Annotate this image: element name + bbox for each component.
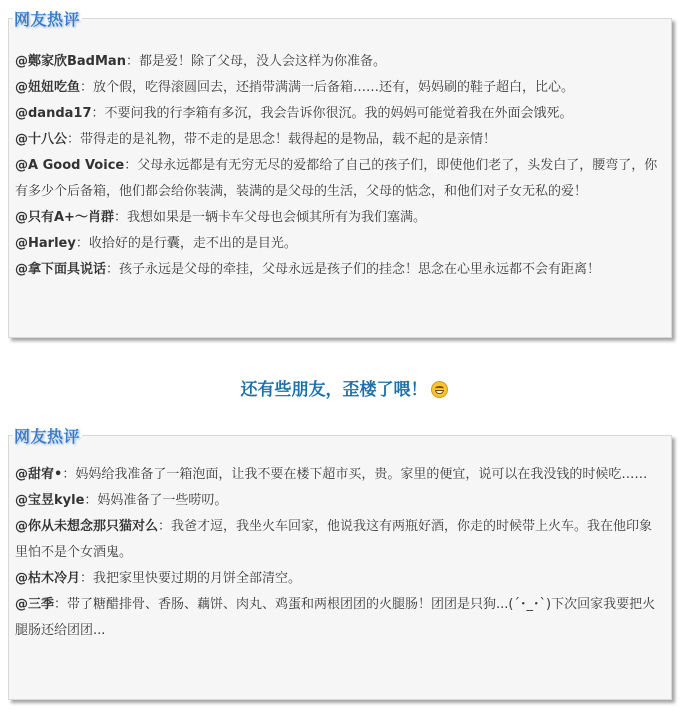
- comment-user[interactable]: @枯木冷月: [15, 571, 81, 586]
- comment-item: [15, 75, 665, 101]
- comment-item: [15, 231, 665, 257]
- comment-user[interactable]: @只有A+～肖群: [15, 210, 114, 225]
- comment-user[interactable]: @Harley: [15, 236, 76, 251]
- comment-item: [15, 153, 665, 205]
- comment-item: [15, 514, 665, 566]
- comment-separator: ：: [75, 236, 89, 251]
- comment-user[interactable]: @danda17: [15, 106, 92, 121]
- comment-text: 我想如果是一辆卡车父母也会倾其所有为我们塞满。: [126, 210, 426, 225]
- section-title: 网友热评: [14, 10, 81, 29]
- comment-separator: ：: [158, 519, 172, 534]
- comment-item: [15, 488, 665, 514]
- comment-text: 父母永远都是有无穷无尽的爱都给了自己的孩子们，即使他们老了，头发白了，腰弯了，你有多少个后备箱，他们都会给你装满，装满的是父母的生活，父母的惦念，和他们对子女无私的爱！: [15, 158, 658, 199]
- comment-separator: ：: [54, 597, 68, 612]
- comment-separator: ：: [62, 467, 76, 482]
- comment-item: [15, 592, 665, 644]
- comment-user[interactable]: @A Good Voice: [15, 158, 125, 173]
- comment-text: 孩子永远是父母的牵挂，父母永远是孩子们的挂念！思念在心里永远都不会有距离！: [119, 262, 601, 277]
- comment-text: 放个假，吃得滚圆回去，还捎带满满一后备箱……还有，妈妈刷的鞋子超白，比心。: [93, 80, 575, 95]
- comment-separator: ：: [124, 158, 138, 173]
- comments-box-1: [8, 10, 672, 338]
- comment-separator: ：: [84, 493, 98, 508]
- comment-list: [15, 49, 665, 283]
- comment-separator: ：: [91, 106, 105, 121]
- comment-separator: ：: [113, 210, 127, 225]
- laughing-tears-emoji-icon: [431, 381, 448, 398]
- comment-separator: ：: [106, 262, 120, 277]
- comment-item: [15, 566, 665, 592]
- comment-item: [15, 127, 665, 153]
- comment-item: [15, 257, 665, 283]
- comment-item: [15, 101, 665, 127]
- comment-user[interactable]: @三季: [15, 597, 55, 612]
- comment-item: [15, 462, 665, 488]
- comment-user[interactable]: @拿下面具说话: [15, 262, 107, 277]
- comment-user[interactable]: @妞妞吃鱼: [15, 80, 81, 95]
- comment-text: 收拾好的是行囊，走不出的是目光。: [88, 236, 297, 251]
- comment-separator: ：: [125, 54, 139, 69]
- interlude-heading-text: 还有些朋友，歪楼了喂！: [240, 380, 428, 400]
- comment-text: 我爸才逗，我坐火车回家，他说我这有两瓶好酒，你走的时候带上火车。我在他印象里怕不是个女酒鬼。: [15, 519, 653, 560]
- comment-text: 不要问我的行李箱有多沉，我会告诉你很沉。我的妈妈可能觉着我在外面会饿死。: [104, 106, 573, 121]
- comment-separator: ：: [80, 571, 94, 586]
- comment-user[interactable]: @甜宥•: [15, 467, 63, 482]
- comment-text: 妈妈给我准备了一箱泡面，让我不要在楼下超市买，贵。家里的便宜，说可以在我没钱的时候吃……: [75, 467, 648, 482]
- comment-text: 带得走的是礼物，带不走的是思念！载得起的是物品，载不起的是亲情！: [80, 132, 497, 147]
- comment-user[interactable]: @十八公: [15, 132, 68, 147]
- comment-user[interactable]: @鄭家欣BadMan: [15, 54, 126, 69]
- comment-list: [15, 462, 665, 644]
- comment-user[interactable]: @你从未想念那只猫对么: [15, 519, 159, 534]
- interlude-heading: [0, 378, 688, 402]
- comment-user[interactable]: @宝昱kyle: [15, 493, 85, 508]
- comment-text: 妈妈准备了一些唠叨。: [97, 493, 228, 508]
- comment-item: [15, 205, 665, 231]
- comment-text: 都是爱！除了父母，没人会这样为你准备。: [138, 54, 386, 69]
- comment-item: [15, 49, 665, 75]
- comment-text: 带了糖醋排骨、香肠、藕饼、肉丸、鸡蛋和两根团团的火腿肠！团团是只狗...(´･_･`)下次回家我要把火腿肠还给团团...: [15, 597, 656, 638]
- comment-text: 我把家里快要过期的月饼全部清空。: [93, 571, 302, 586]
- comment-separator: ：: [67, 132, 81, 147]
- section-title: 网友热评: [14, 427, 81, 446]
- comment-separator: ：: [80, 80, 94, 95]
- comments-box-2: [8, 427, 672, 700]
